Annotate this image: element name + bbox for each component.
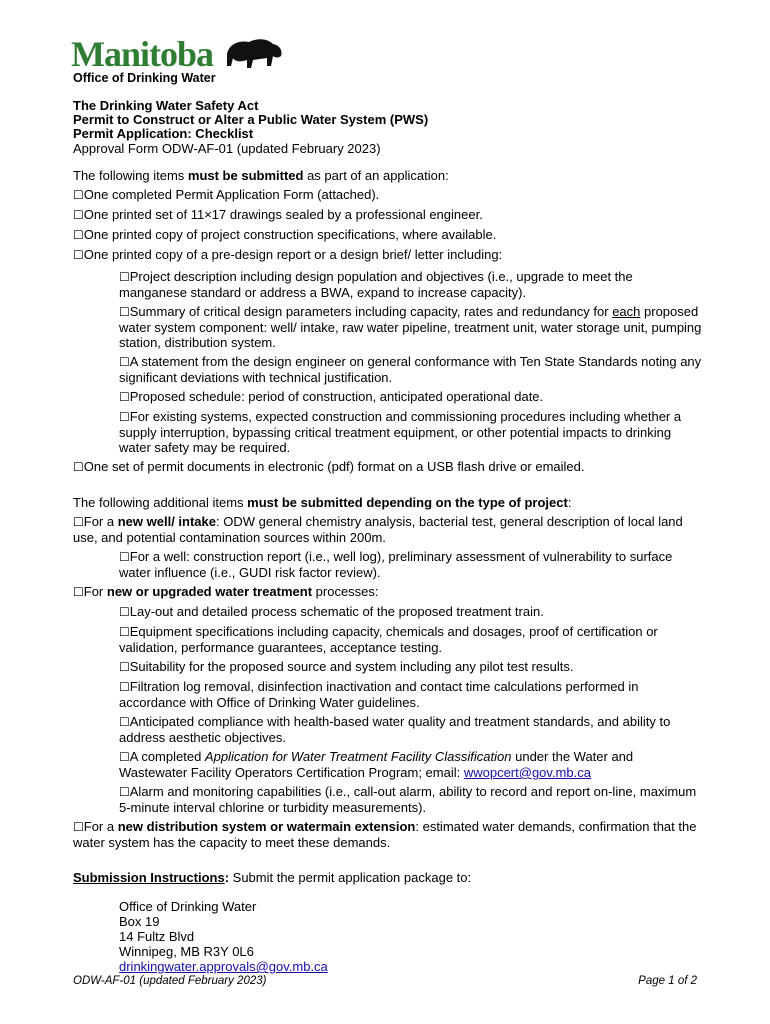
address-line: Box 19 (119, 914, 160, 929)
approvals-email-link[interactable]: drinkingwater.approvals@gov.mb.ca (119, 959, 328, 974)
address-line: Winnipeg, MB R3Y 0L6 (119, 944, 254, 959)
mailing-address (73, 899, 703, 974)
address-line: 14 Fultz Blvd (119, 929, 195, 944)
checklist-subitem[interactable]: ☐Summary of critical design parameters including capacity, rates and redundancy for each proposed water system component: well/ intake, raw water pipeline, treatment unit, water storage unit, pumping station, distribution system. (119, 304, 702, 350)
address-line: Office of Drinking Water (119, 899, 257, 914)
section1-intro: The following items must be submitted as part of an application: (73, 168, 449, 183)
checkbox-icon[interactable]: ☐ (73, 460, 84, 474)
logo-wordmark: Manitoba (71, 34, 214, 74)
checklist-item[interactable]: ☐One printed copy of project construction specifications, where available. (73, 227, 497, 242)
checklist-item[interactable]: ☐For new or upgraded water treatment processes: (73, 584, 379, 599)
checklist-subitem[interactable]: ☐Project description including design population and objectives (i.e., upgrade to meet the manganese standard or address a BWA, expand to increase capacity). (119, 269, 633, 300)
manitoba-logo (73, 34, 703, 74)
checklist-subitem[interactable]: ☐A completed Application for Water Treatment Facility Classification under the Water and Wastewater Facility Operators Certification Program; email: wwopcert@gov.mb.ca (119, 749, 634, 780)
checkbox-icon[interactable]: ☐ (119, 550, 130, 564)
checkbox-icon[interactable]: ☐ (119, 305, 130, 319)
checkbox-icon[interactable]: ☐ (119, 355, 130, 369)
checkbox-icon[interactable]: ☐ (119, 715, 130, 729)
footer-form-id: ODW-AF-01 (updated February 2023) (73, 975, 267, 987)
checkbox-icon[interactable]: ☐ (73, 208, 84, 222)
checklist-subitem[interactable]: ☐Equipment specifications including capacity, chemicals and dosages, proof of certification or validation, performance guarantees, acceptance testing. (119, 624, 658, 655)
checkbox-icon[interactable]: ☐ (119, 785, 130, 799)
checklist-subitem[interactable]: ☐For existing systems, expected construction and commissioning procedures including whether a supply interruption, bypassing critical treatment equipment, or other potential impacts to drinking water safety may be required. (119, 409, 682, 455)
checkbox-icon[interactable]: ☐ (73, 248, 84, 262)
checklist-item[interactable]: ☐One printed copy of a pre-design report or a design brief/ letter including: (73, 247, 503, 262)
checkbox-icon[interactable]: ☐ (119, 680, 130, 694)
page-number: Page 1 of 2 (638, 975, 697, 987)
form-number: Approval Form ODW-AF-01 (updated February 2023) (73, 141, 381, 156)
checkbox-icon[interactable]: ☐ (73, 228, 84, 242)
checkbox-icon[interactable]: ☐ (73, 515, 84, 529)
checklist-subitem[interactable]: ☐Filtration log removal, disinfection inactivation and contact time calculations performed in accordance with Office of Drinking Water guidelines. (119, 679, 639, 710)
checkbox-icon[interactable]: ☐ (73, 820, 84, 834)
checkbox-icon[interactable]: ☐ (119, 625, 130, 639)
checklist-item[interactable]: ☐One completed Permit Application Form (attached). (73, 187, 380, 202)
checklist-item[interactable]: ☐For a new distribution system or watermain extension: estimated water demands, confirmation that the water system has the capacity to meet these demands. (73, 819, 697, 850)
checkbox-icon[interactable]: ☐ (119, 605, 130, 619)
checklist-subitem[interactable]: ☐Alarm and monitoring capabilities (i.e., call-out alarm, ability to record and report on-line, maximum 5-minute interval chlorine or turbidity measurements). (119, 784, 697, 815)
checklist-subitem[interactable]: ☐Lay-out and detailed process schematic of the proposed treatment train. (119, 604, 544, 619)
checklist-subitem[interactable]: ☐Suitability for the proposed source and system including any pilot test results. (119, 659, 574, 674)
bison-icon (223, 36, 285, 72)
checklist-subitem[interactable]: ☐A statement from the design engineer on general conformance with Ten State Standards noting any significant deviations with technical justification. (119, 354, 702, 385)
checkbox-icon[interactable]: ☐ (119, 750, 130, 764)
checklist-subitem[interactable]: ☐Anticipated compliance with health-based water quality and treatment standards, and ability to address aesthetic objectives. (119, 714, 671, 745)
checklist-item[interactable]: ☐For a new well/ intake: ODW general chemistry analysis, bacterial test, general description of local land use, and potential contamination sources within 200m. (73, 514, 683, 545)
wwopcert-email-link[interactable]: wwopcert@gov.mb.ca (463, 765, 591, 780)
checkbox-icon[interactable]: ☐ (119, 270, 130, 284)
office-name: Office of Drinking Water (73, 71, 216, 85)
submission-instructions: Submission Instructions: Submit the permit application package to: (73, 870, 472, 885)
section2-intro: The following additional items must be submitted depending on the type of project: (73, 495, 572, 510)
checklist-subitem[interactable]: ☐Proposed schedule: period of construction, anticipated operational date. (119, 389, 544, 404)
checkbox-icon[interactable]: ☐ (119, 410, 130, 424)
checklist-title: Permit Application: Checklist (73, 126, 254, 141)
checklist-item[interactable]: ☐One printed set of 11×17 drawings sealed by a professional engineer. (73, 207, 483, 222)
checklist-item[interactable]: ☐One set of permit documents in electronic (pdf) format on a USB flash drive or emailed. (73, 459, 585, 474)
checkbox-icon[interactable]: ☐ (119, 660, 130, 674)
permit-title: Permit to Construct or Alter a Public Water System (PWS) (73, 112, 429, 127)
act-title: The Drinking Water Safety Act (73, 98, 259, 113)
page-footer (73, 975, 697, 987)
checkbox-icon[interactable]: ☐ (73, 585, 84, 599)
checkbox-icon[interactable]: ☐ (119, 390, 130, 404)
checkbox-icon[interactable]: ☐ (73, 188, 84, 202)
document-page (73, 34, 703, 974)
checklist-subitem[interactable]: ☐For a well: construction report (i.e., well log), preliminary assessment of vulnerability to surface water influence (i.e., GUDI risk factor review). (119, 549, 673, 580)
